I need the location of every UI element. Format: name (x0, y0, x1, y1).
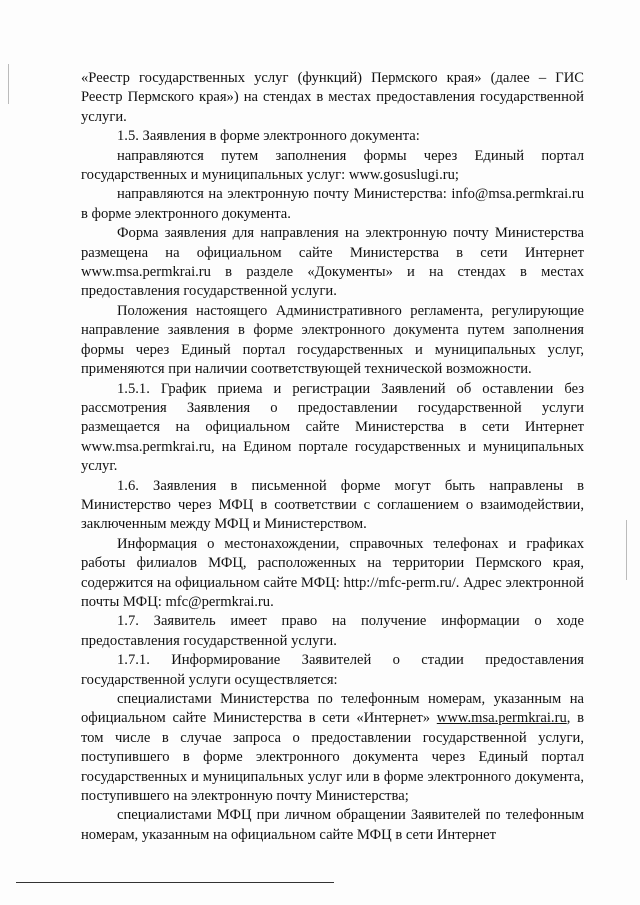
paragraph-portal-submission: направляются путем заполнения формы через Единый портал государственных и муниципальных услуг: www.gosuslugi.ru; (81, 147, 584, 184)
paragraph-mfc-info: Информация о местонахождении, справочных телефонах и графиках работы филиалов МФЦ, расположенных на территории Пермского края, содержится на официальном сайте МФЦ: http://mfc-perm.ru/. Адрес электронной почты МФЦ: mfc@permkrai.ru. (81, 535, 584, 610)
paragraph-regulation-provisions: Положения настоящего Административного регламента, регулирующие направление заявления в форме электронного документа путем заполнения формы через Единый портал государственных и муниципальных услуг, применяются при наличии соответствующей технической возможности. (81, 302, 584, 378)
right-margin-mark (626, 520, 627, 580)
document-body (81, 69, 584, 845)
paragraph-email-submission: направляются на электронную почту Министерства: info@msa.permkrai.ru в форме электронного документа. (81, 186, 584, 222)
paragraph-1-5-1-schedule: 1.5.1. График приема и регистрации Заявлений об оставлении без рассмотрения Заявления о предоставлении государственной услуги размещается на официальном сайте Министерства в сети Интернет www.msa.permkrai.ru, на Едином портале государственных и муниципальных услуг. (81, 380, 584, 475)
paragraph-text-after-link: , в том числе в случае запроса о предоставлении государственной услуги, поступившего в форме электронного документа через Единый портал государственных и муниципальных услуг или в форме электронного документа, поступившего на электронную почту Министерства; (81, 710, 584, 805)
paragraph-ministry-specialists (81, 690, 584, 806)
paragraph-1-7-rights: 1.7. Заявитель имеет право на получение информации о ходе предоставления государственной услуги. (81, 613, 584, 649)
paragraph-1-7-1-informing: 1.7.1. Информирование Заявителей о стадии предоставления государственной услуги осуществляется: (81, 652, 584, 688)
paragraph-1-5-heading: 1.5. Заявления в форме электронного документа: (117, 128, 420, 145)
paragraph-continuation: «Реестр государственных услуг (функций) Пермского края» (далее – ГИС Реестр Пермского края») на стендах в местах предоставления государственной услуги. (81, 70, 584, 125)
paragraph-form-location: Форма заявления для направления на электронную почту Министерства размещена на официальном сайте Министерства в сети Интернет www.msa.permkrai.ru в разделе «Документы» и на стендах в местах предоставления государственной услуги. (81, 225, 584, 300)
footer-rule (16, 882, 334, 883)
left-margin-mark (8, 64, 9, 104)
paragraph-1-6-mfc: 1.6. Заявления в письменной форме могут быть направлены в Министерство через МФЦ в соответствии с соглашением о взаимодействии, заключенным между МФЦ и Министерством. (81, 477, 584, 533)
paragraph-text-before-link: специалистами Министерства по телефонным номерам, указанным на официальном сайте Министерства в сети «Интернет» (81, 691, 584, 727)
ministry-site-link[interactable]: www.msa.permkrai.ru (436, 710, 567, 727)
paragraph-mfc-specialists: специалистами МФЦ при личном обращении Заявителей по телефонным номерам, указанным на официальном сайте МФЦ в сети Интернет (81, 807, 584, 843)
